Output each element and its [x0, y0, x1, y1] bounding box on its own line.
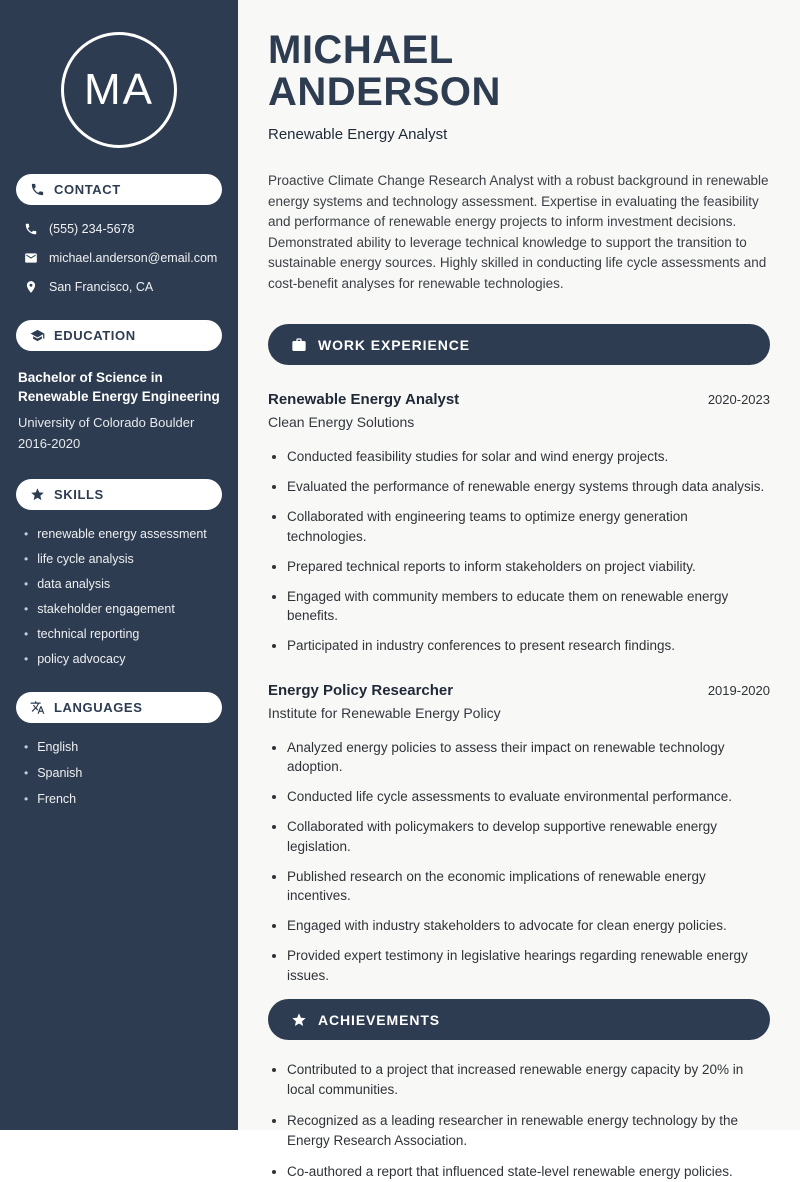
skill-item: • renewable energy assessment: [24, 527, 222, 541]
person-name-last: ANDERSON: [268, 69, 501, 114]
job-head: [268, 391, 770, 408]
main-content: [238, 0, 800, 1180]
education-school: University of Colorado Boulder: [18, 415, 195, 430]
job-dates: 2020-2023: [707, 392, 770, 408]
phone-icon: [30, 182, 45, 197]
language-item: • French: [24, 792, 222, 806]
achievements-header: [268, 999, 770, 1040]
skills-section-header: [16, 479, 222, 510]
job-bullet: • Collaborated with engineering teams to optimize energy generation technologies.: [287, 507, 770, 546]
languages-section-header: [16, 692, 222, 723]
job-dates: 2019-2020: [707, 682, 770, 698]
achievement-bullet: • Contributed to a project that increased renewable energy capacity by 20% in local communities.: [287, 1060, 770, 1099]
avatar: [61, 32, 177, 148]
avatar-initials: MA: [84, 65, 154, 114]
achievement-bullet: • Recognized as a leading researcher in renewable energy technology by the Energy Research Association.: [287, 1111, 770, 1150]
person-title: Renewable Energy Analyst: [268, 126, 448, 144]
achievements-header-label: ACHIEVEMENTS: [318, 1011, 441, 1028]
contact-item-phone: [16, 222, 222, 236]
contact-header-label: CONTACT: [54, 182, 121, 197]
email-icon: [24, 251, 38, 265]
skills-list: [16, 527, 222, 666]
job-bullet: • Prepared technical reports to inform stakeholders on project viability.: [287, 557, 770, 577]
job-bullet: • Engaged with community members to educate them on renewable energy benefits.: [287, 587, 770, 626]
education-degree: Bachelor of Science in Renewable Energy Engineering: [18, 370, 220, 404]
skill-item: • life cycle analysis: [24, 552, 222, 566]
sidebar: [0, 0, 238, 1130]
achievement-bullet: • Co-authored a report that influenced state-level renewable energy policies.: [287, 1162, 770, 1182]
education-header-label: EDUCATION: [54, 328, 136, 343]
job-bullet: • Provided expert testimony in legislative hearings regarding renewable energy issues.: [287, 946, 770, 985]
translate-icon: [30, 700, 45, 715]
skill-item: • stakeholder engagement: [24, 602, 222, 616]
job-bullet-list: [268, 447, 770, 656]
job-head: [268, 682, 770, 699]
job-bullet: • Engaged with industry stakeholders to advocate for clean energy policies.: [287, 916, 770, 936]
job-bullet: • Participated in industry conferences to present research findings.: [287, 636, 770, 656]
education-years: 2016-2020: [18, 436, 81, 451]
email-value: michael.anderson@email.com: [49, 251, 218, 265]
skills-header-label: SKILLS: [54, 487, 104, 502]
person-name: [268, 30, 770, 113]
contact-section: [16, 174, 222, 294]
job-bullet: • Evaluated the performance of renewable energy systems through data analysis.: [287, 477, 770, 497]
contact-item-email: [16, 251, 222, 265]
job-bullet: • Analyzed energy policies to assess their impact on renewable technology adoption.: [287, 738, 770, 777]
profile-summary: Proactive Climate Change Research Analyst with a robust background in renewable energy systems and technology assessment. Expertise in evaluating the feasibility and performance of renewable energy projects to inform investment decisions. Demonstrated ability to leverage technical knowledge to support the transition to sustainable energy sources. Highly skilled in conducting life cycle assessments and cost-benefit analyses for renewable technologies.: [268, 173, 769, 291]
job-bullet: • Conducted feasibility studies for solar and wind energy projects.: [287, 447, 770, 467]
job-role: Renewable Energy Analyst: [268, 391, 460, 409]
language-item: • English: [24, 740, 222, 754]
contact-item-location: [16, 280, 222, 294]
education-section-header: [16, 320, 222, 351]
job-bullet: • Conducted life cycle assessments to evaluate environmental performance.: [287, 787, 770, 807]
skill-item: • data analysis: [24, 577, 222, 591]
job-bullet: • Collaborated with policymakers to develop supportive renewable energy legislation.: [287, 817, 770, 856]
work-experience-header-label: WORK EXPERIENCE: [318, 336, 470, 353]
languages-header-label: LANGUAGES: [54, 700, 143, 715]
star-icon: [30, 487, 45, 502]
skills-section: [16, 479, 222, 666]
job-entry: [268, 391, 770, 656]
education-section: [16, 320, 222, 453]
job-company: Clean Energy Solutions: [268, 414, 415, 431]
phone-icon: [24, 222, 38, 236]
location-icon: [24, 280, 38, 294]
languages-list: [16, 740, 222, 806]
languages-section: [16, 692, 222, 806]
job-entry: [268, 682, 770, 986]
job-company: Institute for Renewable Energy Policy: [268, 704, 501, 721]
person-name-first: MICHAEL: [268, 28, 454, 72]
skill-item: • technical reporting: [24, 627, 222, 641]
work-experience-header: [268, 324, 770, 365]
job-bullet: • Published research on the economic implications of renewable energy incentives.: [287, 867, 770, 906]
job-bullet-list: [268, 738, 770, 986]
briefcase-icon: [291, 337, 307, 353]
skill-item: • policy advocacy: [24, 652, 222, 666]
achievements-list: [268, 1060, 770, 1182]
language-item: • Spanish: [24, 766, 222, 780]
location-value: San Francisco, CA: [49, 280, 154, 294]
job-role: Energy Policy Researcher: [268, 681, 454, 699]
star-icon: [291, 1012, 307, 1028]
graduation-cap-icon: [30, 328, 45, 343]
contact-section-header: [16, 174, 222, 205]
phone-value: (555) 234-5678: [49, 222, 135, 236]
education-entry: [16, 368, 222, 453]
